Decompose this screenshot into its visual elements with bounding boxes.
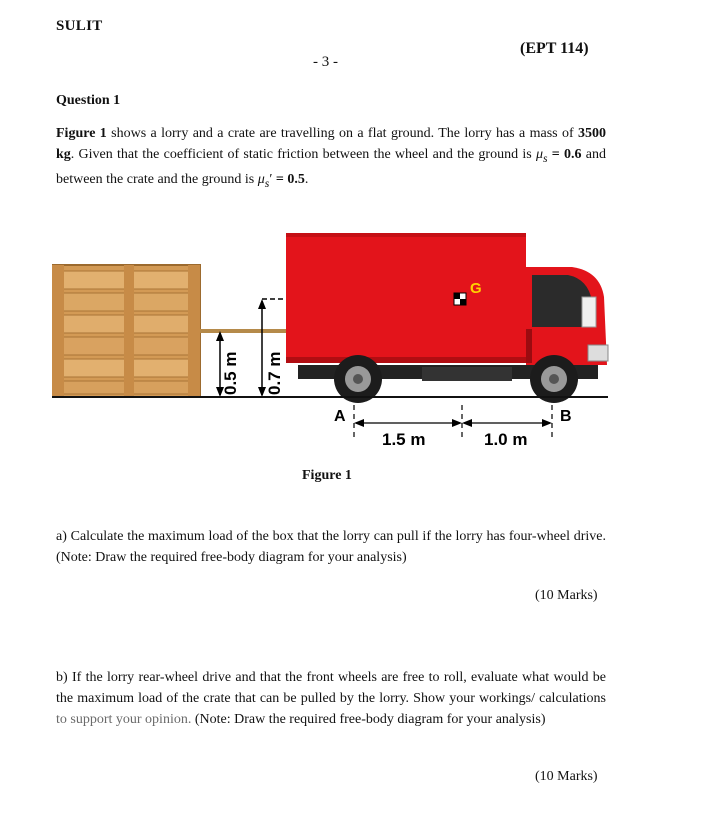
part-b-text-2: (Note: Draw the required free-body diagram for your analysis): [191, 712, 546, 727]
dim-right-label: 1.0 m: [484, 430, 528, 449]
front-wheel: [530, 355, 578, 403]
prime-mark: ′: [269, 171, 273, 187]
lorry: [286, 233, 608, 403]
label-g: G: [470, 280, 482, 297]
part-b-text-soft: to support your opinion.: [56, 712, 192, 727]
question-title: Question 1: [56, 93, 121, 108]
mu-s-subscript: s: [542, 151, 548, 165]
crate: [52, 265, 200, 397]
label-a: A: [334, 408, 346, 425]
part-b-text: [56, 667, 606, 730]
intro-text-1: shows a lorry and a crate are travelling on a flat ground. The lorry has a mass of: [106, 126, 578, 141]
mu-s-value: = 0.6: [547, 147, 582, 162]
part-a-marks: (10 Marks): [535, 588, 598, 603]
intro-text-3: and between the crate and the ground is: [56, 147, 607, 187]
figure-lorry-crate: [52, 225, 612, 455]
header-sulit: SULIT: [56, 18, 103, 34]
header-course-code: (EPT 114): [520, 40, 589, 57]
part-a-text: a) Calculate the maximum load of the box that the lorry can pull if the lorry has four-wheel drive. (Note: Draw the required free-body diagram for your analysis): [56, 529, 606, 565]
figure-caption: Figure 1: [302, 468, 352, 483]
mu-s-prime-symbol: μ: [257, 171, 265, 187]
crate-height-dimension: [216, 331, 240, 397]
crate-height-label: 0.5 m: [221, 351, 240, 395]
intro-text-2: . Given that the coefficient of static friction between the wheel and the ground is: [70, 147, 536, 162]
lorry-mass: 3500 kg: [56, 126, 606, 162]
page-number: - 3 -: [313, 54, 338, 70]
part-b-marks: (10 Marks): [535, 769, 598, 784]
cg-height-label: 0.7 m: [265, 351, 284, 395]
question-intro: [56, 123, 606, 194]
mu-s-symbol: μ: [535, 147, 543, 162]
intro-text-4: .: [304, 171, 309, 187]
mu-s-prime-value: = 0.5: [272, 171, 305, 187]
part-b-text-1: b) If the lorry rear-wheel drive and that the front wheels are free to roll, evaluate what would be the maximum load of the crate that can be pulled by the lorry. Show your workings/ calculations: [56, 670, 606, 706]
center-of-gravity-marker: [454, 293, 466, 305]
rear-wheel: [334, 355, 382, 403]
horizontal-dimension: [354, 419, 552, 427]
mu-s-prime-subscript: s: [264, 176, 270, 190]
figure-reference: Figure 1: [56, 126, 107, 141]
label-b: B: [560, 408, 572, 425]
dim-left-label: 1.5 m: [382, 430, 426, 449]
